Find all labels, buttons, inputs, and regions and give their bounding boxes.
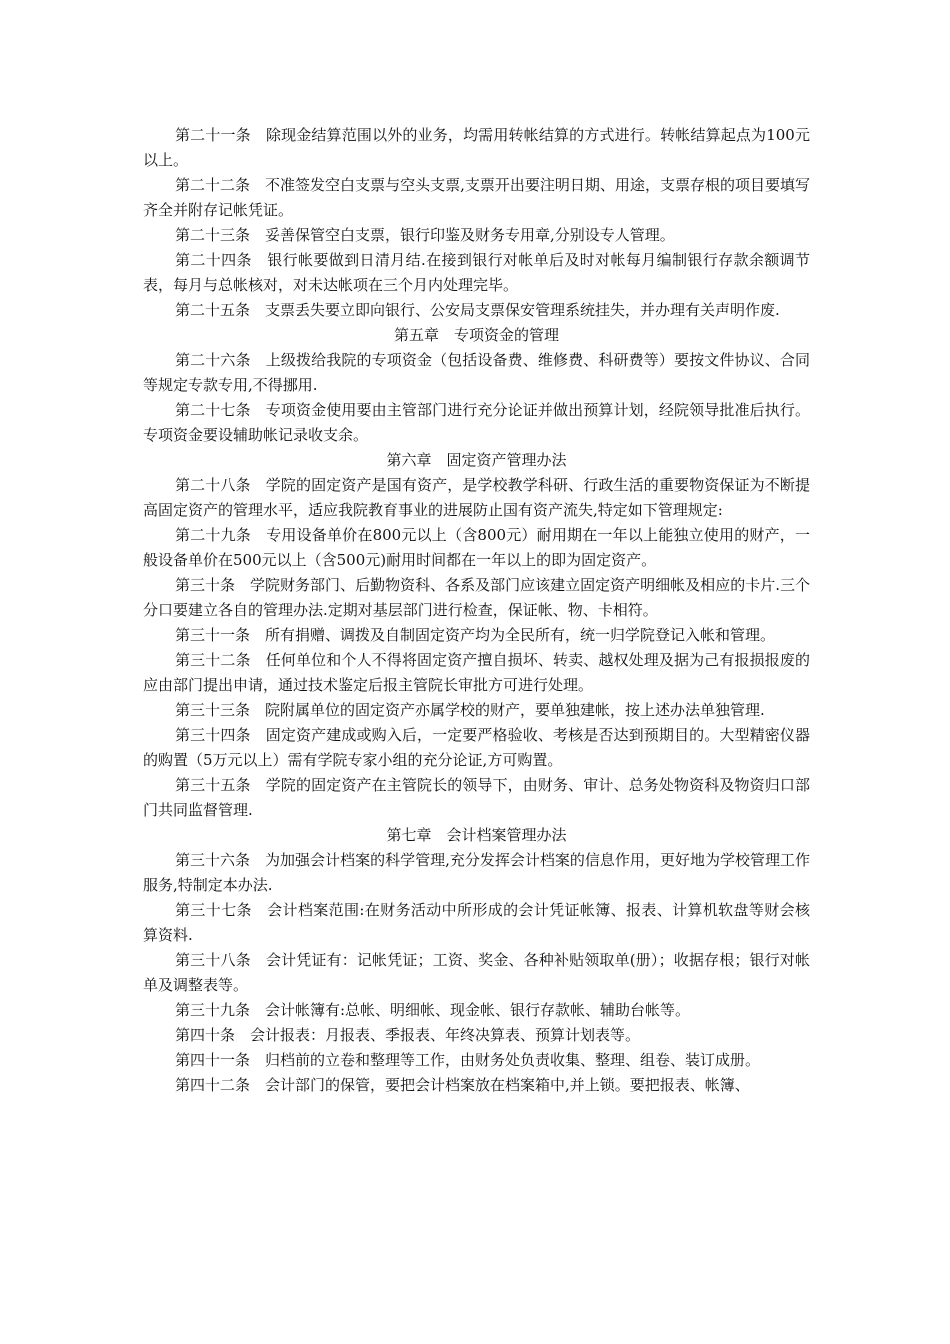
article-42: 第四十二条 会计部门的保管，要把会计档案放在档案箱中,并上锁。要把报表、帐簿、: [175, 1076, 750, 1094]
article-29: 第二十九条 专用设备单价在800元以上（含800元）耐用期在一年以上能独立使用的财产，一般设备单价在500元以上（含500元)耐用时间都在一年以上的即为固定资产。: [143, 526, 810, 569]
article-37: 第三十七条 会计档案范围:在财务活动中所形成的会计凭证帐簿、报表、计算机软盘等财会核算资料.: [143, 901, 810, 944]
article-24: 第二十四条 银行帐要做到日清月结.在接到银行对帐单后及时对帐每月编制银行存款余额调节表，每月与总帐核对，对未达帐项在三个月内处理完毕。: [143, 251, 810, 294]
chapter-7-heading: 第七章 会计档案管理办法: [386, 826, 567, 844]
article-40: 第四十条 会计报表：月报表、季报表、年终决算表、预算计划表等。: [175, 1026, 641, 1044]
article-39: 第三十九条 会计帐簿有:总帐、明细帐、现金帐、银行存款帐、辅助台帐等。: [175, 1001, 691, 1019]
article-27: 第二十七条 专项资金使用要由主管部门进行充分论证并做出预算计划，经院领导批准后执行。专项资金要设辅助帐记录收支余。: [143, 401, 810, 444]
article-31: 第三十一条 所有捐赠、调拨及自制固定资产均为全民所有，统一归学院登记入帐和管理。: [175, 626, 776, 644]
article-33: 第三十三条 院附属单位的固定资产亦属学校的财产，要单独建帐，按上述办法单独管理.: [175, 701, 765, 719]
article-28: 第二十八条 学院的固定资产是国有资产，是学校教学科研、行政生活的重要物资保证为不断提高固定资产的管理水平，适应我院教育事业的进展防止国有资产流失,特定如下管理规定:: [143, 476, 810, 519]
document-page: [143, 123, 810, 1098]
article-36: 第三十六条 为加强会计档案的科学管理,充分发挥会计档案的信息作用，更好地为学校管理工作服务,特制定本办法.: [143, 851, 810, 894]
article-34: 第三十四条 固定资产建成或购入后，一定要严格验收、考核是否达到预期目的。大型精密仪器的购置（5万元以上）需有学院专家小组的充分论证,方可购置。: [143, 726, 810, 769]
article-32: 第三十二条 任何单位和个人不得将固定资产擅自损坏、转卖、越权处理及据为己有报损报废的应由部门提出申请，通过技术鉴定后报主管院长审批方可进行处理。: [143, 651, 810, 694]
article-35: 第三十五条 学院的固定资产在主管院长的领导下，由财务、审计、总务处物资科及物资归口部门共同监督管理.: [143, 776, 810, 819]
article-41: 第四十一条 归档前的立卷和整理等工作，由财务处负责收集、整理、组卷、装订成册。: [175, 1051, 761, 1069]
article-21: 第二十一条 除现金结算范围以外的业务，均需用转帐结算的方式进行。转帐结算起点为100元以上。: [143, 126, 810, 169]
article-25: 第二十五条 支票丢失要立即向银行、公安局支票保安管理系统挂失，并办理有关声明作废.: [175, 301, 780, 319]
article-23: 第二十三条 妥善保管空白支票，银行印鉴及财务专用章,分别设专人管理。: [175, 226, 675, 244]
article-22: 第二十二条 不准签发空白支票与空头支票,支票开出要注明日期、用途，支票存根的项目要填写齐全并附存记帐凭证。: [143, 176, 810, 219]
chapter-5-heading: 第五章 专项资金的管理: [393, 326, 559, 344]
chapter-6-heading: 第六章 固定资产管理办法: [386, 451, 567, 469]
article-26: 第二十六条 上级拨给我院的专项资金（包括设备费、维修费、科研费等）要按文件协议、合同等规定专款专用,不得挪用.: [143, 351, 810, 394]
article-38: 第三十八条 会计凭证有：记帐凭证；工资、奖金、各种补贴领取单(册）；收据存根；银行对帐单及调整表等。: [143, 951, 810, 994]
article-30: 第三十条 学院财务部门、后勤物资科、各系及部门应该建立固定资产明细帐及相应的卡片.三个分口要建立各自的管理办法.定期对基层部门进行检查，保证帐、物、卡相符。: [143, 576, 810, 619]
